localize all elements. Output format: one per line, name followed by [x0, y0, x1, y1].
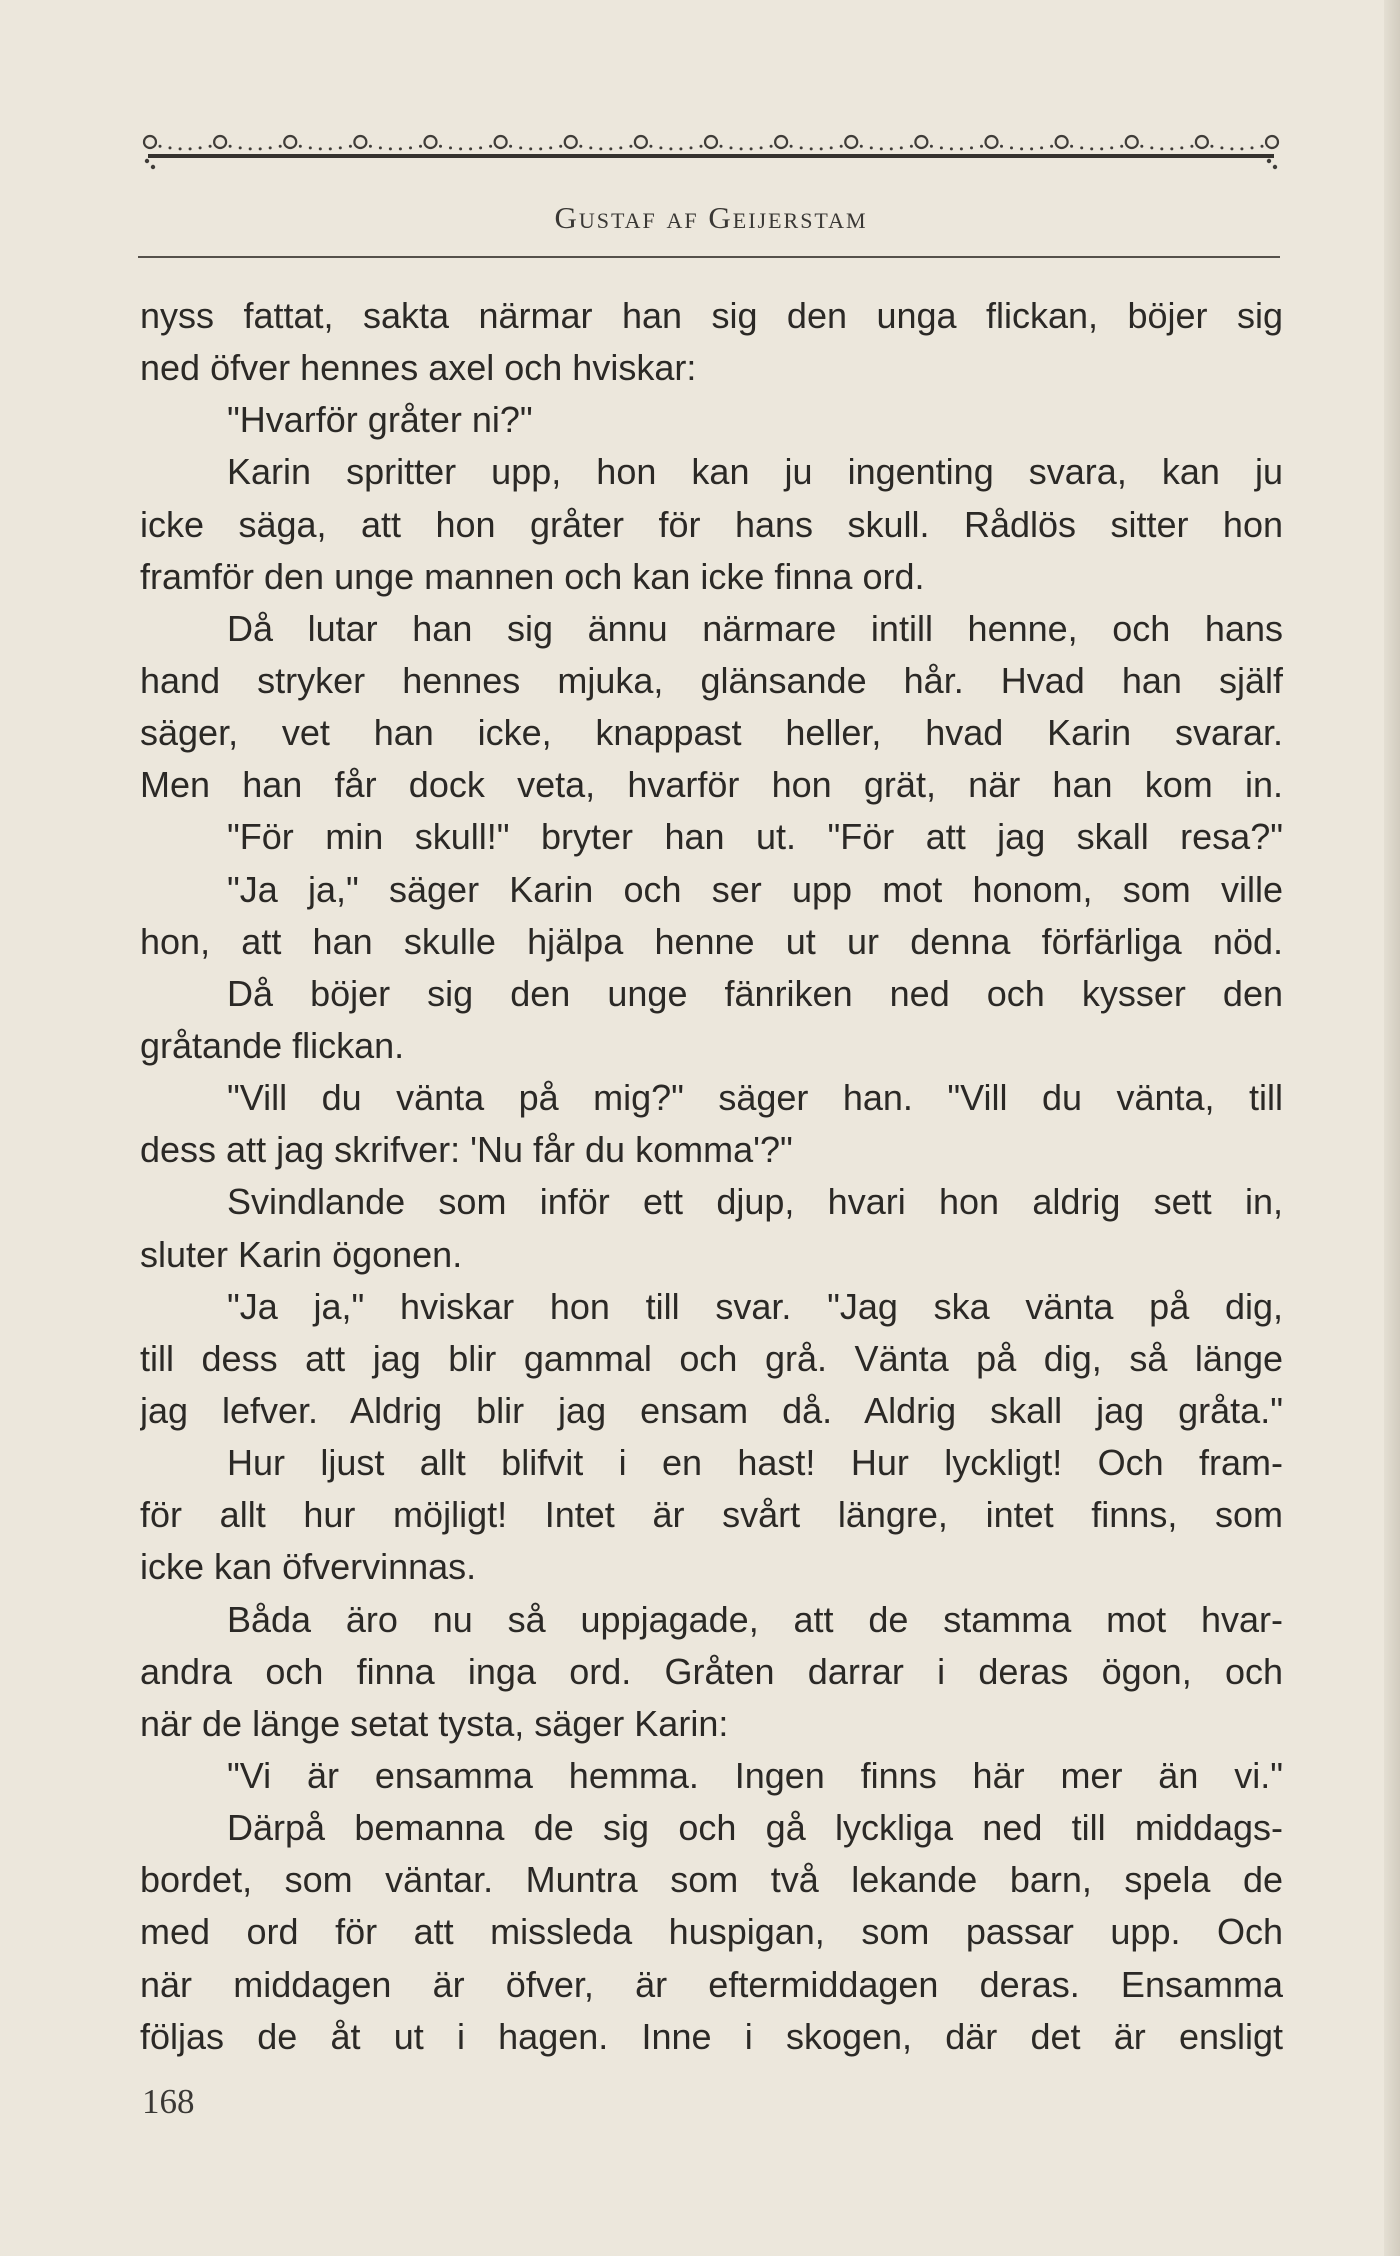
text-line: "Vill du vänta på mig?" säger han. "Vill du vänta, till	[227, 1077, 1283, 1119]
text-line: Då lutar han sig ännu närmare intill henne, och hans	[227, 607, 1283, 649]
text-line: med ord för att missleda huspigan, som passar upp. Och	[140, 1911, 1283, 1953]
text-line: icke säga, att hon gråter för hans skull. Rådlös sitter hon	[140, 503, 1283, 545]
text-line: Därpå bemanna de sig och gå lyckliga ned till middags-	[227, 1807, 1283, 1849]
running-head	[142, 200, 1280, 236]
text-line: följas de åt ut i hagen. Inne i skogen, där det är ensligt	[140, 2015, 1283, 2057]
text-line: Men han får dock veta, hvarför hon grät, när han kom in.	[140, 764, 1283, 806]
author-name: Gustaf af Geijerstam	[554, 200, 868, 235]
text-line: nyss fattat, sakta närmar han sig den unga flickan, böjer sig	[140, 295, 1283, 336]
text-line: "Ja ja," säger Karin och ser upp mot honom, som ville	[227, 868, 1283, 910]
page-edge	[1384, 0, 1400, 2256]
text-line: "Ja ja," hviskar hon till svar. "Jag ska vänta på dig,	[227, 1285, 1283, 1327]
text-line: när de länge setat tysta, säger Karin:	[140, 1702, 729, 1744]
body-text	[140, 290, 1283, 2063]
text-line: icke kan öfvervinnas.	[140, 1546, 477, 1588]
text-line: hon, att han skulle hjälpa henne ut ur denna förfärliga nöd.	[140, 920, 1283, 962]
dotted-circle-border-ornament	[142, 128, 1280, 176]
header-rule	[138, 256, 1280, 258]
text-line: jag lefver. Aldrig blir jag ensam då. Aldrig skall jag gråta."	[140, 1389, 1283, 1431]
text-line: dess att jag skrifver: 'Nu får du komma'?"	[140, 1129, 793, 1171]
text-line: när middagen är öfver, är eftermiddagen deras. Ensamma	[140, 1963, 1283, 2005]
text-line: "Vi är ensamma hemma. Ingen finns här mer än vi."	[227, 1754, 1283, 1796]
text-line: gråtande flickan.	[140, 1024, 405, 1066]
text-line: andra och finna inga ord. Gråten darrar i deras ögon, och	[140, 1650, 1283, 1692]
text-line: för allt hur möjligt! Intet är svårt längre, intet finns, som	[140, 1494, 1283, 1536]
text-line: säger, vet han icke, knappast heller, hvad Karin svarar.	[140, 712, 1283, 754]
text-line: ned öfver hennes axel och hviskar:	[140, 347, 697, 389]
text-line: Svindlande som inför ett djup, hvari hon aldrig sett in,	[227, 1181, 1283, 1223]
text-line: framför den unge mannen och kan icke finna ord.	[140, 555, 925, 597]
page-number: 168	[142, 2082, 195, 2121]
text-line: hand stryker hennes mjuka, glänsande hår. Hvad han själf	[140, 659, 1283, 701]
text-line: bordet, som väntar. Muntra som två lekande barn, spela de	[140, 1859, 1283, 1901]
text-line: Karin spritter upp, hon kan ju ingenting svara, kan ju	[227, 451, 1283, 493]
text-line: till dess att jag blir gammal och grå. Vänta på dig, så länge	[140, 1337, 1283, 1379]
text-line: Båda äro nu så uppjagade, att de stamma mot hvar-	[227, 1598, 1283, 1640]
text-line: "Hvarför gråter ni?"	[227, 399, 533, 441]
text-line: Då böjer sig den unge fänriken ned och kysser den	[227, 972, 1283, 1014]
text-line: "För min skull!" bryter han ut. "För att jag skall resa?"	[227, 816, 1283, 858]
text-line: Hur ljust allt blifvit i en hast! Hur lyckligt! Och fram-	[227, 1442, 1283, 1484]
text-line: sluter Karin ögonen.	[140, 1233, 463, 1275]
